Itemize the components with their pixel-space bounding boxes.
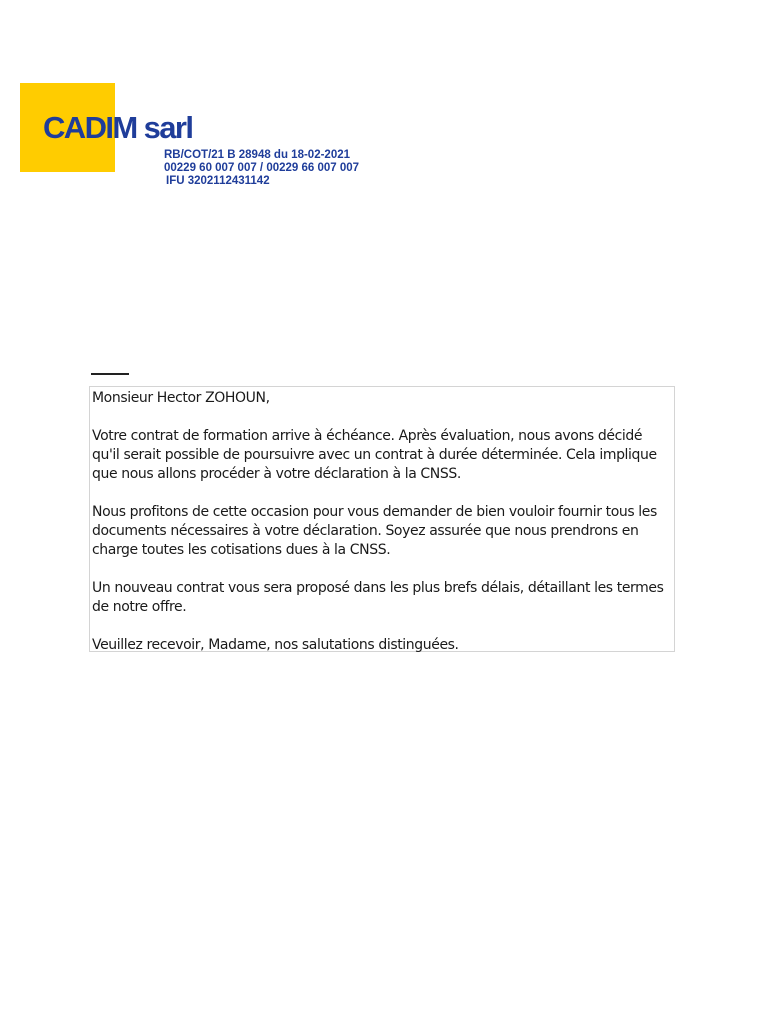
letter-paragraph: Votre contrat de formation arrive à échéance. Après évaluation, nous avons décidé qu'il serait possible de poursuivre avec un contrat à durée déterminée. Cela implique que nous allons procéder à votre déclaration à la CNSS. <box>92 428 657 482</box>
company-info <box>164 149 359 188</box>
letter-salutation: Monsieur Hector ZOHOUN, <box>92 390 270 406</box>
letter-paragraph: Un nouveau contrat vous sera proposé dans les plus brefs délais, détaillant les termes de notre offre. <box>92 580 664 615</box>
letter-closing: Veuillez recevoir, Madame, nos salutations distinguées. <box>92 637 459 653</box>
company-phone: 00229 60 007 007 / 00229 66 007 007 <box>164 162 360 174</box>
company-name: CADIM sarl <box>43 110 193 145</box>
company-ifu: IFU 3202112431142 <box>166 175 270 187</box>
company-registration: RB/COT/21 B 28948 du 18-02-2021 <box>164 149 351 161</box>
letter-paragraph: Nous profitons de cette occasion pour vous demander de bien vouloir fournir tous les documents nécessaires à votre déclaration. Soyez assurée que nous prendrons en charge toutes les cotisations dues à la CNSS. <box>92 504 657 558</box>
letter-body <box>89 386 675 652</box>
separator-line <box>91 373 129 375</box>
